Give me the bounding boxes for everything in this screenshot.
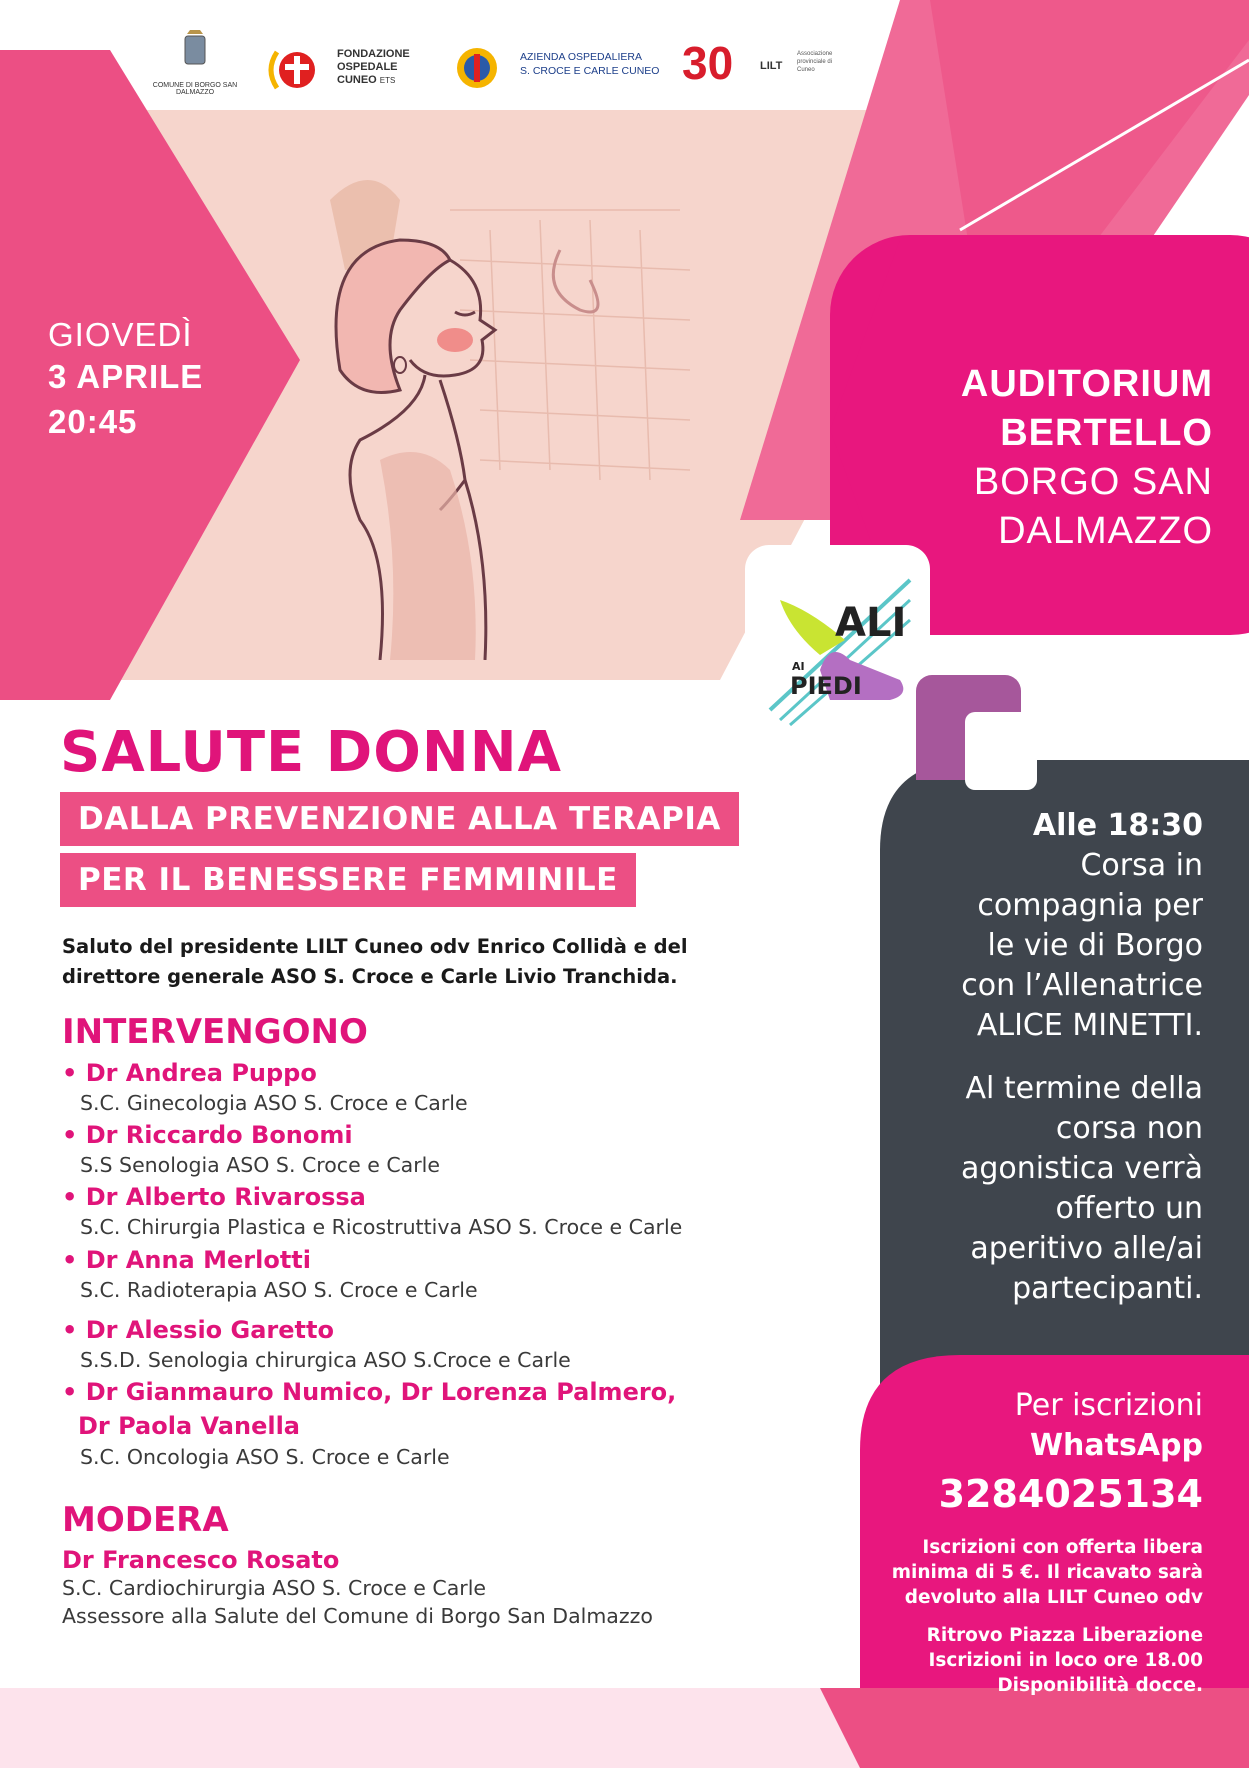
run-line: ALICE MINETTI. xyxy=(976,1008,1203,1043)
white-square xyxy=(965,712,1037,790)
white-square-cut xyxy=(916,712,965,780)
after-line: agonistica verrà xyxy=(960,1151,1203,1186)
ali-bottom: PIEDI xyxy=(790,672,862,700)
run-line: compagnia per xyxy=(977,888,1203,923)
intro-line1: Saluto del presidente LILT Cuneo odv Enrico Collidà e del xyxy=(62,935,688,958)
main-title: SALUTE DONNA xyxy=(60,720,562,785)
hair xyxy=(336,240,450,393)
registration-label: Per iscrizioni xyxy=(1014,1388,1203,1423)
moderator-heading: MODERA xyxy=(62,1500,229,1540)
moderator-role-2: Assessore alla Salute del Comune di Borgo San Dalmazzo xyxy=(62,1604,653,1628)
lilt-number: 30 xyxy=(682,37,734,89)
intro-line2: direttore generale ASO S. Croce e Carle Livio Tranchida. xyxy=(62,965,678,988)
comune-name: COMUNE DI BORGO SAN DALMAZZO xyxy=(152,82,238,96)
ali-word: ALI xyxy=(835,600,907,646)
azienda-line1: AZIENDA OSPEDALIERA xyxy=(520,51,642,63)
registration-channel: WhatsApp xyxy=(1029,1428,1203,1463)
run-line: Corsa in xyxy=(1080,848,1203,883)
venue-line2: BERTELLO xyxy=(1000,412,1213,454)
registration-note xyxy=(892,1535,1203,1610)
speaker-name: • Dr Riccardo Bonomi xyxy=(62,1121,353,1149)
event-time: 20:45 xyxy=(48,403,138,440)
azienda-line2: S. CROCE E CARLE CUNEO xyxy=(520,65,660,77)
comune-logo xyxy=(150,30,240,100)
meeting-line: Ritrovo Piazza Liberazione xyxy=(926,1625,1203,1646)
fondazione-line2: OSPEDALE xyxy=(337,61,398,73)
venue-line1: AUDITORIUM xyxy=(960,363,1213,405)
cheek xyxy=(437,328,473,352)
note-line: minima di 5 €. Il ricavato sarà xyxy=(891,1562,1203,1583)
after-line: Al termine della xyxy=(965,1071,1203,1106)
speaker-role: S.C. Oncologia ASO S. Croce e Carle xyxy=(80,1445,450,1469)
registration-phone: 3284025134 xyxy=(938,1472,1203,1516)
speaker-role: S.C. Ginecologia ASO S. Croce e Carle xyxy=(80,1091,468,1115)
speaker-role: S.C. Radioterapia ASO S. Croce e Carle xyxy=(80,1278,478,1302)
speaker-role: S.S.D. Senologia chirurgica ASO S.Croce e Carle xyxy=(80,1348,571,1372)
fondazione-line1: FONDAZIONE xyxy=(337,48,410,60)
meeting-line: Disponibilità docce. xyxy=(997,1675,1203,1696)
venue-line4: DALMAZZO xyxy=(998,510,1213,552)
lilt-name: LILT xyxy=(760,60,783,72)
note-line: Iscrizioni con offerta libera xyxy=(922,1537,1203,1558)
run-after xyxy=(961,1069,1203,1309)
registration-meeting xyxy=(927,1623,1203,1698)
speaker-role: S.C. Chirurgia Plastica e Ricostruttiva ASO S. Croce e Carle xyxy=(80,1215,683,1239)
intro-text xyxy=(62,932,782,992)
run-line: le vie di Borgo xyxy=(987,928,1203,963)
subtitle-banner-1: DALLA PREVENZIONE ALLA TERAPIA xyxy=(60,792,739,846)
subtitle-banner-2: PER IL BENESSERE FEMMINILE xyxy=(60,853,636,907)
run-description xyxy=(961,846,1203,1046)
event-date: 3 APRILE xyxy=(48,358,204,395)
speaker-name: • Dr Alberto Rivarossa xyxy=(62,1183,366,1211)
after-line: offerto un xyxy=(1055,1191,1203,1226)
speaker-name-cont: Dr Paola Vanella xyxy=(78,1412,300,1440)
coat-of-arms-icon xyxy=(150,30,240,78)
venue-line3: BORGO SAN xyxy=(973,461,1213,503)
speaker-name: • Dr Alessio Garetto xyxy=(62,1316,334,1344)
after-line: aperitivo alle/ai xyxy=(970,1231,1203,1266)
run-time: Alle 18:30 xyxy=(1032,808,1203,843)
ali-small: AI xyxy=(792,660,805,673)
after-line: partecipanti. xyxy=(1012,1271,1203,1306)
lilt-side-text: Associazione provinciale di Cuneo xyxy=(797,51,833,73)
speaker-role: S.S Senologia ASO S. Croce e Carle xyxy=(80,1153,440,1177)
earring xyxy=(394,357,406,373)
azienda-emblem-icon xyxy=(455,40,505,94)
fondazione-line3: CUNEO xyxy=(337,74,377,86)
event-day: GIOVEDÌ xyxy=(48,316,193,353)
azienda-logo xyxy=(455,40,665,100)
decor-grid xyxy=(450,210,690,480)
speakers-heading: INTERVENGONO xyxy=(62,1012,368,1052)
fondazione-logo xyxy=(265,42,445,102)
venue-block xyxy=(961,360,1213,556)
note-line: devoluto alla LILT Cuneo odv xyxy=(904,1587,1203,1608)
fondazione-cross-icon xyxy=(265,42,325,97)
speaker-name: • Dr Anna Merlotti xyxy=(62,1246,311,1274)
woman-illustration xyxy=(250,140,730,660)
eye xyxy=(455,312,475,315)
moderator-name: Dr Francesco Rosato xyxy=(62,1546,340,1574)
lilt-logo xyxy=(682,36,842,96)
bottom-stripe-white xyxy=(0,1688,860,1768)
meeting-line: Iscrizioni in loco ore 18.00 xyxy=(928,1650,1203,1671)
fondazione-suffix: ETS xyxy=(379,76,396,85)
run-line: con l’Allenatrice xyxy=(961,968,1203,1003)
after-line: corsa non xyxy=(1055,1111,1203,1146)
speaker-name: • Dr Gianmauro Numico, Dr Lorenza Palmero, xyxy=(62,1378,677,1406)
ali-ai-piedi-logo xyxy=(760,560,920,730)
moderator-role-1: S.C. Cardiochirurgia ASO S. Croce e Carle xyxy=(62,1576,487,1600)
speaker-name: • Dr Andrea Puppo xyxy=(62,1059,317,1087)
